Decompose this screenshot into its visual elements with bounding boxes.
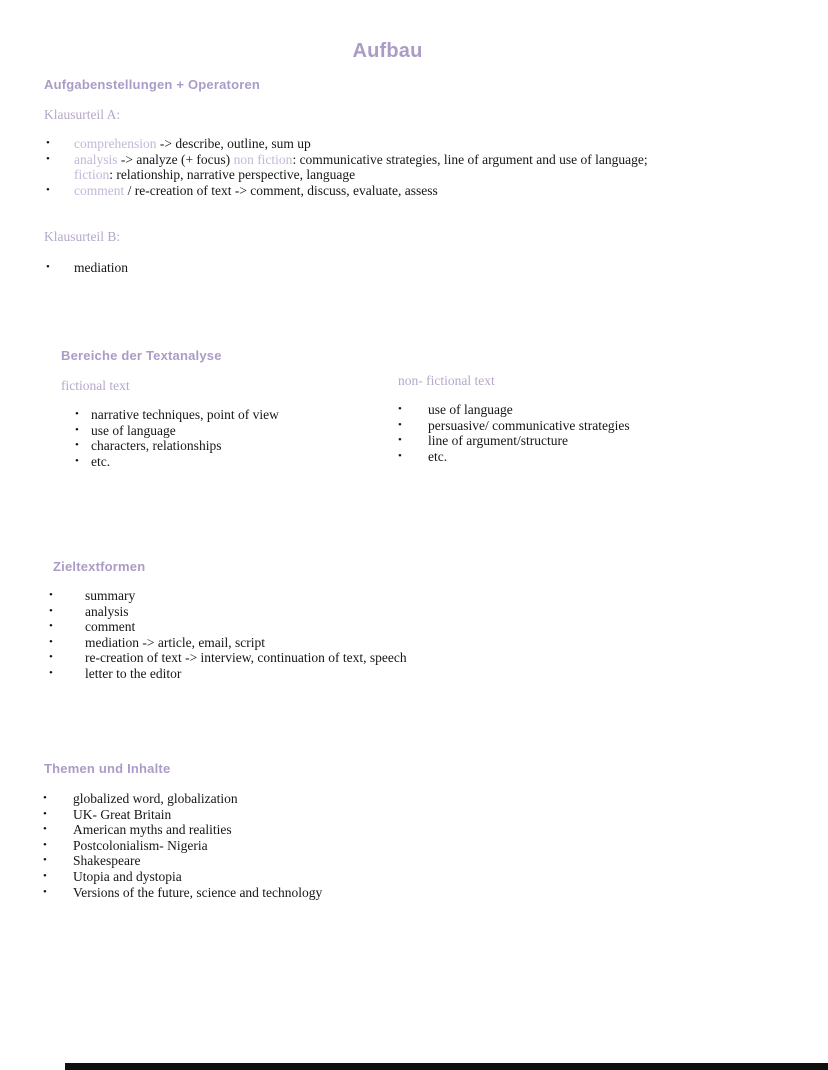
list-item [47, 619, 607, 635]
item-text: persuasive/ communicative strategies [428, 417, 630, 433]
item-text: etc. [428, 448, 448, 464]
keyword-analysis: analysis [74, 151, 118, 167]
klausurteil-b-list [44, 260, 444, 276]
section-heading-aufgabenstellungen: Aufgabenstellungen + Operatoren [44, 77, 261, 92]
item-text: : relationship, narrative perspective, language [109, 167, 356, 183]
item-text: : communicative strategies, line of argument and use of language; [292, 151, 648, 167]
subheading-fictional-text: fictional text [61, 378, 130, 393]
list-item [41, 807, 601, 823]
list-item [396, 449, 726, 465]
fictional-text-list [73, 407, 373, 469]
list-item [41, 869, 601, 885]
item-text: use of language [91, 422, 176, 438]
item-text: summary [85, 588, 136, 603]
subheading-klausurteil-a: Klausurteil A: [44, 107, 121, 122]
section-heading-zieltextformen: Zieltextformen [53, 559, 146, 574]
item-text: Shakespeare [73, 853, 141, 869]
item-text: Utopia and dystopia [73, 868, 182, 884]
list-item [47, 650, 607, 666]
list-item [47, 604, 607, 620]
list-item [73, 423, 373, 439]
section-heading-themen: Themen und Inhalte [44, 761, 171, 776]
list-item [47, 635, 607, 651]
item-text: mediation -> article, email, script [85, 634, 266, 650]
item-text: / re-creation of text -> comment, discuss, evaluate, assess [124, 182, 438, 198]
item-text: etc. [91, 453, 111, 469]
list-item [396, 402, 726, 418]
item-text: analysis [85, 603, 129, 619]
item-text: -> describe, outline, sum up [156, 136, 311, 151]
list-item [41, 791, 601, 807]
list-item [44, 136, 684, 152]
zieltextformen-list [47, 588, 607, 682]
list-item [41, 822, 601, 838]
subheading-klausurteil-b: Klausurteil B: [44, 229, 121, 244]
list-item [73, 407, 373, 423]
list-item [41, 885, 601, 901]
item-text: use of language [428, 402, 513, 417]
item-text: narrative techniques, point of view [91, 407, 279, 422]
list-item [73, 438, 373, 454]
non-fictional-text-list [396, 402, 726, 464]
keyword-fiction: fiction [74, 167, 110, 183]
item-text: -> analyze (+ focus) [117, 151, 234, 167]
item-text: characters, relationships [91, 438, 222, 454]
list-item [396, 418, 726, 434]
section-heading-textanalyse: Bereiche der Textanalyse [61, 348, 222, 363]
klausurteil-a-list [44, 136, 684, 198]
item-text: mediation [74, 260, 128, 275]
item-text: re-creation of text -> interview, continuation of text, speech [85, 650, 407, 666]
list-item [44, 260, 444, 276]
list-item [396, 433, 726, 449]
item-text: line of argument/structure [428, 433, 568, 449]
item-text: Versions of the future, science and technology [73, 884, 323, 900]
list-item [47, 666, 607, 682]
list-item [73, 454, 373, 470]
item-text: comment [85, 619, 136, 635]
list-item [44, 152, 684, 183]
themen-list [41, 791, 601, 900]
bottom-edge-bar [65, 1063, 828, 1070]
list-item [41, 838, 601, 854]
list-item [41, 853, 601, 869]
list-item [44, 183, 684, 199]
keyword-comment: comment [74, 182, 125, 198]
item-text: UK- Great Britain [73, 806, 172, 822]
keyword-non-fiction: non fiction [233, 151, 293, 167]
item-text: letter to the editor [85, 665, 182, 681]
list-item [47, 588, 607, 604]
keyword-comprehension: comprehension [74, 136, 157, 151]
item-text: globalized word, globalization [73, 791, 238, 806]
item-text: Postcolonialism- Nigeria [73, 837, 208, 853]
subheading-non-fictional-text: non- fictional text [398, 373, 495, 388]
item-text: American myths and realities [73, 822, 232, 838]
page-title: Aufbau [352, 40, 423, 62]
